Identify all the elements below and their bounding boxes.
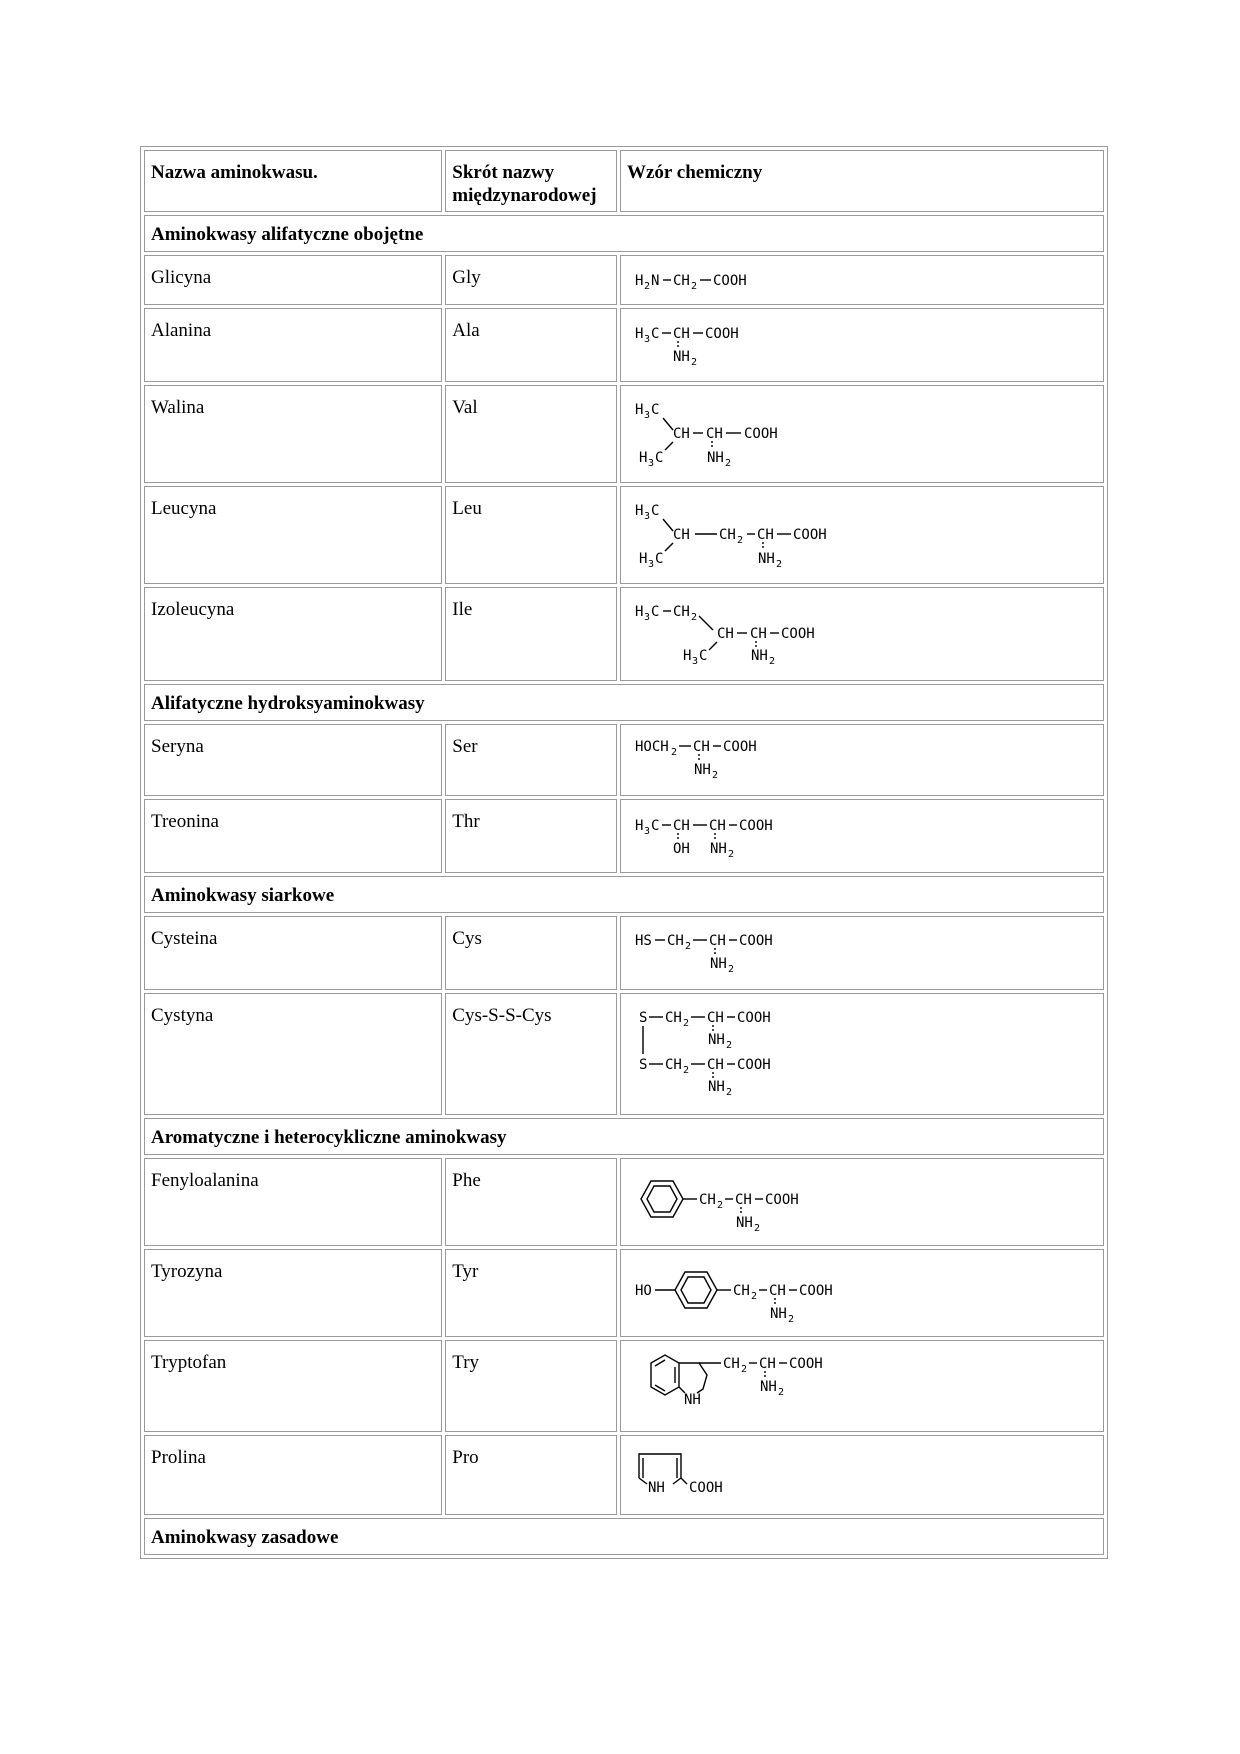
bond-line [665,543,673,551]
group-label: CH [673,426,690,442]
atom-label: C [651,503,660,519]
tryptophan-structure [621,1341,1103,1431]
subscript: 2 [685,941,692,952]
group-label: CH [719,527,736,543]
valine-structure [621,386,1103,482]
subscript: 2 [788,1314,795,1325]
group-label: COOH [765,1192,799,1208]
amino-abbr: Ile [445,587,617,681]
formula-phenylalanine [620,1158,1104,1246]
atom-label: S [639,1057,648,1073]
formula-valine [620,385,1104,483]
subscript: 2 [728,849,735,860]
amino-name: Tyrozyna [144,1249,442,1337]
section-heading: Aromatyczne i heterocykliczne aminokwasy [144,1118,1104,1155]
formula-cystine [620,993,1104,1115]
group-label: NH [673,349,690,365]
amino-name: Cystyna [144,993,442,1115]
indole-pyrrole-ring [679,1363,707,1393]
group-label: CH [757,527,774,543]
subscript: 3 [644,826,651,837]
section-heading: Aminokwasy alifatyczne obojętne [144,215,1104,252]
group-label: CH [699,1192,716,1208]
atom-label: H [635,503,644,519]
table-row [144,1435,1104,1515]
amino-name: Seryna [144,724,442,796]
section-heading: Alifatyczne hydroksyaminokwasy [144,684,1104,721]
atom-label: H [639,551,648,567]
group-label: HOCH [635,739,669,755]
group-label: COOH [789,1356,823,1372]
subscript: 2 [741,1364,748,1375]
group-label: CH [709,818,726,834]
subscript: 2 [737,535,744,546]
atom-label: H [639,450,648,466]
group-label: COOH [689,1480,723,1496]
group-label: COOH [799,1283,833,1299]
tyrosine-structure [621,1250,1103,1336]
subscript: 3 [644,334,651,345]
group-label: NH [707,450,724,466]
amino-name: Alanina [144,308,442,382]
section-row [144,1518,1104,1555]
group-label: COOH [739,933,773,949]
group-label: CH [673,818,690,834]
amino-abbr: Val [445,385,617,483]
header-formula: Wzór chemiczny [620,150,1104,212]
amino-name: Leucyna [144,486,442,584]
group-label: CH [707,1010,724,1026]
header-abbr-line1: Skrót nazwy [452,162,555,183]
subscript: 2 [644,281,651,292]
group-label: NH [648,1480,665,1496]
subscript: 2 [754,1223,761,1234]
subscript: 2 [683,1018,690,1029]
group-label: CH [717,626,734,642]
atom-label: H [635,326,644,342]
amino-name: Walina [144,385,442,483]
group-label: COOH [713,273,747,289]
atom-label: C [651,818,660,834]
subscript: 2 [671,747,678,758]
atom-label: C [655,450,664,466]
amino-abbr: Phe [445,1158,617,1246]
formula-alanine [620,308,1104,382]
group-label: COOH [739,818,773,834]
subscript: 3 [644,410,651,421]
alanine-structure [621,309,1103,381]
group-label: OH [673,841,690,857]
section-row [144,876,1104,913]
group-label: COOH [793,527,827,543]
group-label: CH [769,1283,786,1299]
table-row [144,587,1104,681]
group-label: CH [750,626,767,642]
group-label: NH [710,841,727,857]
subscript: 2 [726,1040,733,1051]
isoleucine-structure [621,588,1103,680]
amino-acid-table [140,146,1108,1559]
group-label: CH [706,426,723,442]
subscript: 2 [691,357,698,368]
table-row [144,799,1104,873]
atom-label: S [639,1010,648,1026]
amino-abbr: Cys [445,916,617,990]
group-label: COOH [744,426,778,442]
serine-structure [621,725,1103,795]
bond-line [673,1478,681,1484]
amino-abbr: Cys-S-S-Cys [445,993,617,1115]
subscript: 2 [726,1087,733,1098]
group-label: COOH [781,626,815,642]
formula-cysteine [620,916,1104,990]
group-label: CH [673,527,690,543]
group-label: COOH [737,1010,771,1026]
amino-abbr: Thr [445,799,617,873]
formula-serine [620,724,1104,796]
group-label: COOH [737,1057,771,1073]
subscript: 2 [778,1387,785,1398]
amino-name: Cysteina [144,916,442,990]
atom-label: C [655,551,664,567]
table-row [144,308,1104,382]
cysteine-structure [621,917,1103,989]
bond-line [639,1478,647,1484]
subscript: 3 [648,559,655,570]
amino-abbr: Ala [445,308,617,382]
atom-label: C [651,402,660,418]
proline-structure [621,1436,1103,1514]
formula-tyrosine [620,1249,1104,1337]
amino-name: Izoleucyna [144,587,442,681]
group-label: NH [758,551,775,567]
subscript: 2 [691,281,698,292]
group-label: HO [635,1283,652,1299]
group-label: CH [735,1192,752,1208]
formula-glycine [620,255,1104,305]
group-label: COOH [705,326,739,342]
amino-name: Treonina [144,799,442,873]
subscript: 2 [712,770,719,781]
subscript: 2 [725,458,732,469]
bond-line [709,642,717,650]
subscript: 2 [683,1065,690,1076]
amino-abbr: Leu [445,486,617,584]
group-label: NH [760,1379,777,1395]
amino-abbr: Gly [445,255,617,305]
bond-line [699,616,713,630]
section-row [144,1118,1104,1155]
leucine-structure [621,487,1103,583]
amino-abbr: Try [445,1340,617,1432]
header-abbr [445,150,617,212]
amino-abbr: Ser [445,724,617,796]
bond-line [681,1478,687,1484]
phenylalanine-structure [621,1159,1103,1245]
benzene-ring-inner [647,1186,677,1212]
table-row [144,916,1104,990]
bond-line [655,1360,665,1366]
glycine-structure [621,256,1103,304]
atom-label: H [635,402,644,418]
group-label: CH [667,933,684,949]
group-label: NH [708,1032,725,1048]
subscript: 3 [648,458,655,469]
group-label: CH [673,604,690,620]
group-label: NH [736,1215,753,1231]
section-heading: Aminokwasy zasadowe [144,1518,1104,1555]
section-row [144,684,1104,721]
atom-label: H [635,818,644,834]
group-label: NH [684,1392,701,1408]
group-label: COOH [723,739,757,755]
subscript: 2 [691,612,698,623]
bond-line [663,418,673,430]
group-label: NH [694,762,711,778]
table-row [144,1340,1104,1432]
group-label: CH [665,1010,682,1026]
table-row [144,385,1104,483]
formula-leucine [620,486,1104,584]
subscript: 3 [692,656,699,667]
bond-line [665,442,673,450]
group-label: CH [693,739,710,755]
group-label: NH [751,648,768,664]
formula-isoleucine [620,587,1104,681]
benzene-ring-inner [681,1277,711,1303]
table-row [144,993,1104,1115]
header-abbr-line2: międzynarodowej [452,185,597,206]
threonine-structure [621,800,1103,872]
amino-name: Fenyloalanina [144,1158,442,1246]
amino-name: Glicyna [144,255,442,305]
atom-label: C [699,648,708,664]
group-label: CH [733,1283,750,1299]
amino-name: Tryptofan [144,1340,442,1432]
subscript: 2 [769,656,776,667]
table-row [144,486,1104,584]
group-label: HS [635,933,652,949]
group-label: CH [759,1356,776,1372]
pyrrolidine-ring [639,1454,681,1478]
section-row [144,215,1104,252]
group-label: CH [709,933,726,949]
subscript: 2 [717,1200,724,1211]
atom-label: H [683,648,692,664]
amino-abbr: Tyr [445,1249,617,1337]
group-label: NH [710,956,727,972]
table-row [144,724,1104,796]
table-header-row [144,150,1104,212]
table-row [144,1249,1104,1337]
group-label: CH [723,1356,740,1372]
atom-label: C [651,326,660,342]
bond-line [663,519,673,531]
group-label: NH [770,1306,787,1322]
group-label: NH [708,1079,725,1095]
subscript: 2 [776,559,783,570]
table-row [144,255,1104,305]
subscript: 3 [644,511,651,522]
subscript: 3 [644,612,651,623]
group-label: CH [665,1057,682,1073]
group-label: CH [707,1057,724,1073]
subscript: 2 [728,964,735,975]
atom-label: H [635,604,644,620]
formula-tryptophan [620,1340,1104,1432]
group-label: CH [673,326,690,342]
atom-label: C [651,604,660,620]
subscript: 2 [751,1291,758,1302]
table-row [144,1158,1104,1246]
formula-threonine [620,799,1104,873]
amino-name: Prolina [144,1435,442,1515]
formula-proline [620,1435,1104,1515]
header-name: Nazwa aminokwasu. [144,150,442,212]
amino-abbr: Pro [445,1435,617,1515]
atom-label: H [635,273,644,289]
cystine-structure [621,994,1103,1114]
section-heading: Aminokwasy siarkowe [144,876,1104,913]
group-label: CH [673,273,690,289]
atom-label: N [651,273,660,289]
